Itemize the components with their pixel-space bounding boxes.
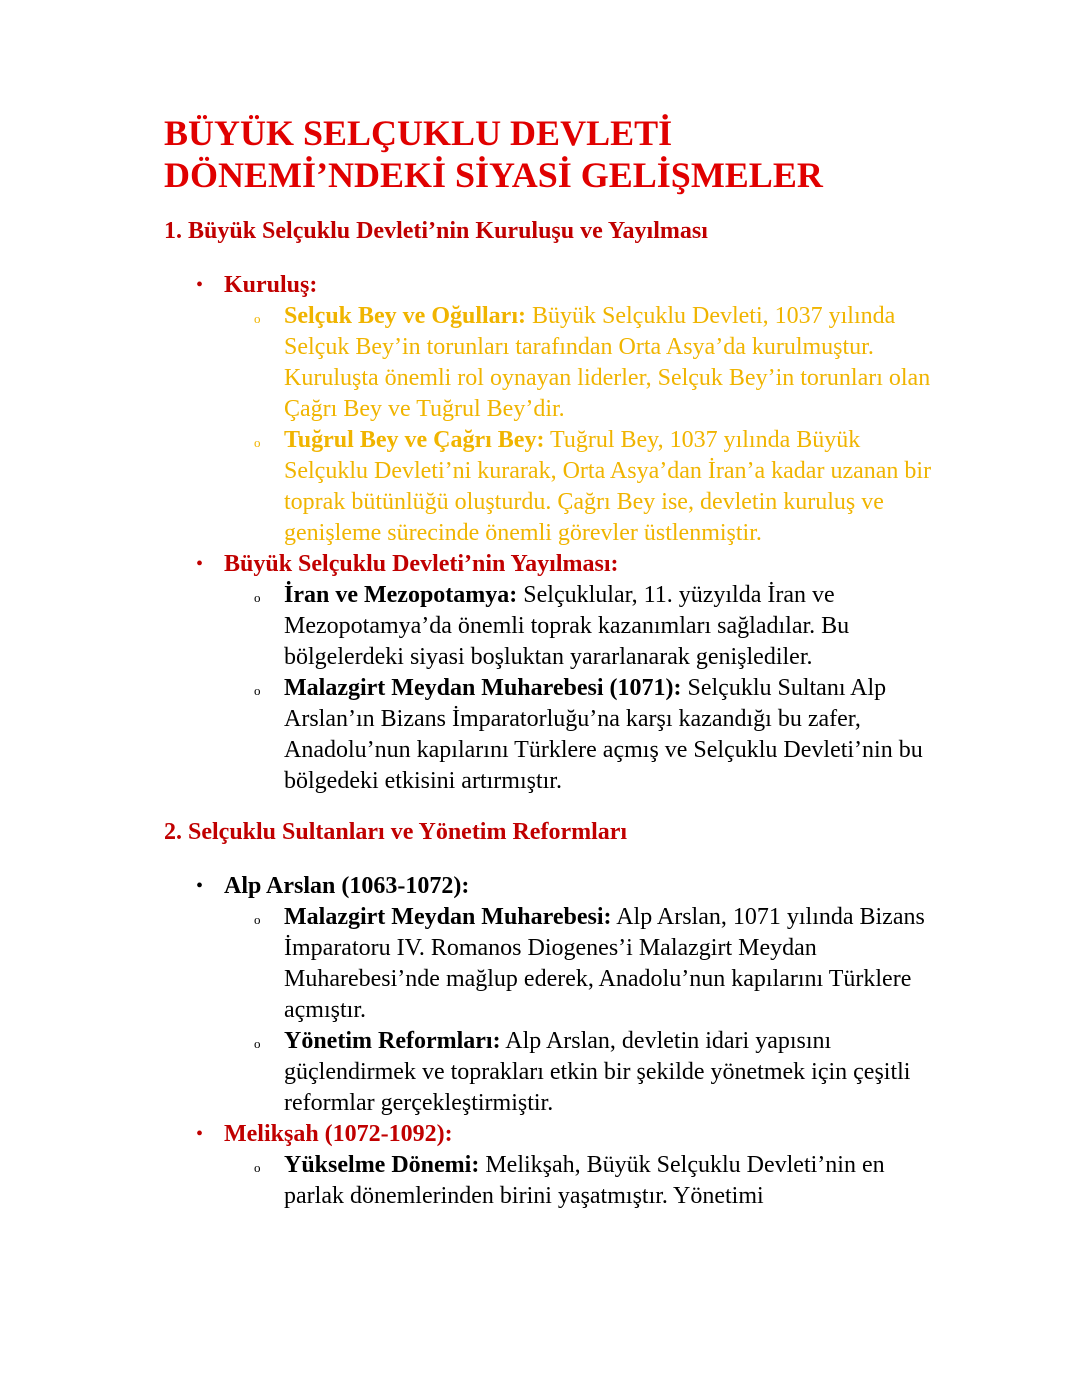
sub-list-item [224, 425, 934, 549]
sub-bullet-icon: o [254, 590, 261, 605]
section-1-list [164, 270, 934, 797]
sub-list [224, 902, 934, 1119]
sub-list-item [224, 902, 934, 1026]
sub-bullet-icon: o [254, 683, 261, 698]
sub-item-text: Büyük Selçuklu Devleti, 1037 yılında Selçuk Bey’in torunları tarafından Orta Asya’da kurulmuştur. Kuruluşta önemli rol oynayan liderler, Selçuk Bey’in torunları olan Çağrı Bey ve Tuğrul Bey’dir. [284, 303, 931, 422]
sub-item-text: Alp Arslan, 1071 yılında Bizans İmparatoru IV. Romanos Diogenes’i Malazgirt Meydan Muharebesi’nde mağlup ederek, Anadolu’nun kapılarını Türklere açmıştır. [284, 904, 925, 1023]
sub-item-term: Yönetim Reformları: [284, 1028, 501, 1054]
sub-list-item [224, 301, 934, 425]
list-item-yayilma [164, 549, 934, 797]
sub-bullet-icon: o [254, 912, 261, 927]
list-item-label: Alp Arslan (1063-1072): [224, 873, 470, 899]
title-line-2: DÖNEMİ’NDEKİ SİYASİ GELİŞMELER [164, 155, 823, 195]
list-item-alp-arslan [164, 871, 934, 1119]
sub-list-item [224, 580, 934, 673]
section-2-list [164, 871, 934, 1212]
sub-list [224, 1150, 934, 1212]
sub-bullet-icon: o [254, 435, 261, 450]
list-item-label: Melikşah (1072-1092): [224, 1121, 453, 1147]
list-item-meliksah [164, 1119, 934, 1212]
sub-list-item [224, 673, 934, 797]
list-item-label: Kuruluş: [224, 272, 318, 298]
sub-list-item [224, 1026, 934, 1119]
sub-item-text: Selçuklular, 11. yüzyılda İran ve Mezopotamya’da önemli toprak kazanımları sağladılar. Bu bölgelerdeki siyasi boşluktan yararlanarak genişlediler. [284, 582, 850, 670]
sub-item-text: Alp Arslan, devletin idari yapısını güçlendirmek ve toprakları etkin bir şekilde yönetmek için çeşitli reformlar gerçekleştirmiştir. [284, 1028, 911, 1116]
list-item-label: Büyük Selçuklu Devleti’nin Yayılması: [224, 551, 619, 577]
title-line-1: BÜYÜK SELÇUKLU DEVLETİ [164, 113, 673, 153]
sub-bullet-icon: o [254, 311, 261, 326]
sub-item-text: Selçuklu Sultanı Alp Arslan’ın Bizans İmparatorluğu’na karşı kazandığı bu zafer, Anadolu’nun kapılarını Türklere açmış ve Selçuklu Devleti’nin bu bölgedeki etkisini artırmıştır. [284, 675, 923, 794]
sub-item-text: Tuğrul Bey, 1037 yılında Büyük Selçuklu Devleti’ni kurarak, Orta Asya’dan İran’a kadar uzanan bir toprak bütünlüğü oluşturdu. Çağrı Bey ise, devletin kuruluş ve genişleme sürecinde önemli görevler üstlenmiştir. [284, 427, 932, 546]
document-page [164, 112, 934, 1212]
sub-list [224, 580, 934, 797]
sub-item-term: İran ve Mezopotamya: [284, 582, 518, 608]
section-2-heading: 2. Selçuklu Sultanları ve Yönetim Reformları [164, 819, 628, 845]
sub-item-term: Tuğrul Bey ve Çağrı Bey: [284, 427, 545, 453]
sub-bullet-icon: o [254, 1036, 261, 1051]
bullet-icon: • [196, 274, 204, 296]
sub-item-term: Malazgirt Meydan Muharebesi: [284, 904, 612, 930]
sub-item-term: Yükselme Dönemi: [284, 1152, 480, 1178]
sub-list-item [224, 1150, 934, 1212]
sub-bullet-icon: o [254, 1160, 261, 1175]
section-1-heading: 1. Büyük Selçuklu Devleti’nin Kuruluşu ve Yayılması [164, 218, 708, 244]
sub-list [224, 301, 934, 549]
document-title [164, 112, 934, 196]
sub-item-term: Selçuk Bey ve Oğulları: [284, 303, 526, 329]
bullet-icon: • [196, 1123, 204, 1145]
sub-item-term: Malazgirt Meydan Muharebesi (1071): [284, 675, 682, 701]
list-item-kurulus [164, 270, 934, 549]
bullet-icon: • [196, 553, 204, 575]
sub-item-text: Melikşah, Büyük Selçuklu Devleti’nin en parlak dönemlerinden birini yaşatmıştır. Yönetimi [284, 1152, 885, 1209]
bullet-icon: • [196, 875, 204, 897]
